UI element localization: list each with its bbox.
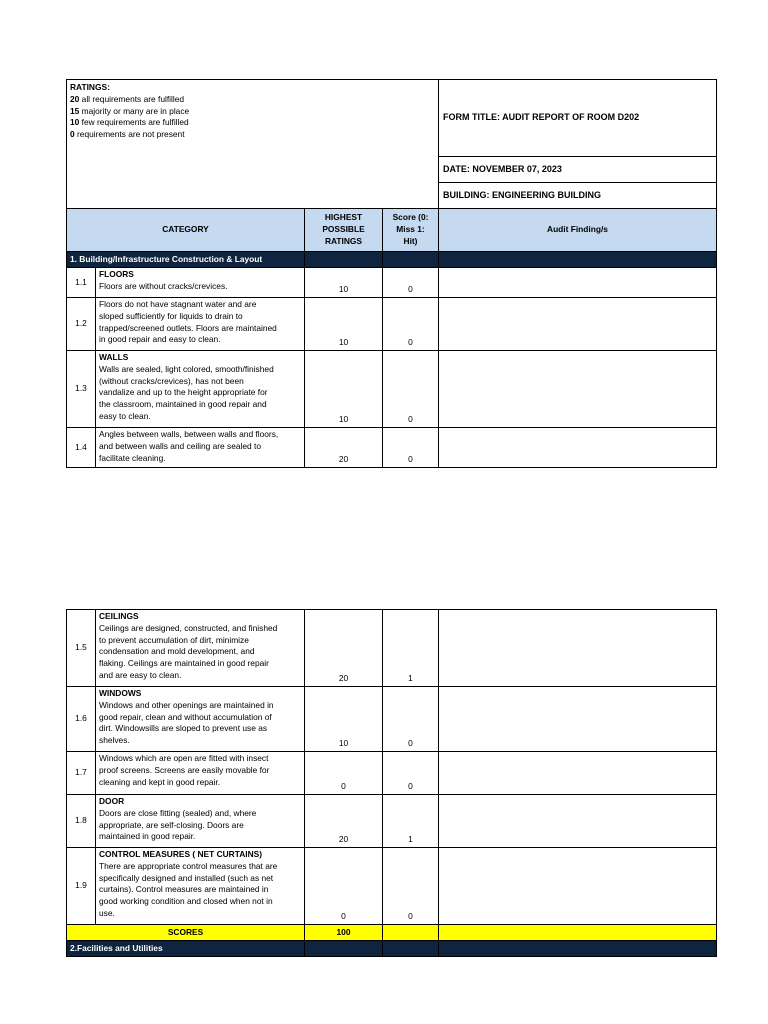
- item-description: Windows which are open are fitted with insect proof screens. Screens are easily movable for cleaning and kept in good repair.: [96, 752, 305, 795]
- item-number: 1.9: [67, 848, 96, 925]
- ratings-title: RATINGS:: [70, 82, 110, 92]
- item-score: 0: [383, 268, 439, 298]
- table-row: [67, 298, 717, 351]
- item-description: WALLS Walls are sealed, light colored, smooth/finished (without cracks/crevices), has not been vandalize and up to the height appropriate for the classroom, maintained in good repair and easy to clean.: [96, 351, 305, 428]
- item-score: 0: [383, 351, 439, 428]
- table-row: [67, 268, 717, 298]
- rating-item: 0 requirements are not present: [70, 129, 185, 140]
- item-finding: [439, 848, 717, 925]
- table-row: [67, 610, 717, 687]
- table-row: [67, 687, 717, 752]
- item-highest-rating: 20: [305, 795, 383, 848]
- form-title: FORM TITLE: AUDIT REPORT OF ROOM D202: [439, 80, 717, 157]
- item-number: 1.7: [67, 752, 96, 795]
- rating-item: 10 few requirements are fulfilled: [70, 117, 189, 128]
- item-highest-rating: 20: [305, 610, 383, 687]
- section-title: 1. Building/Infrastructure Construction & Layout: [67, 252, 305, 268]
- item-finding: [439, 268, 717, 298]
- item-highest-rating: 0: [305, 848, 383, 925]
- header-score: Score (0: Miss 1: Hit): [383, 209, 439, 252]
- item-number: 1.5: [67, 610, 96, 687]
- section-title: 2.Facilities and Utilities: [67, 941, 305, 957]
- item-finding: [439, 795, 717, 848]
- item-score: 0: [383, 428, 439, 468]
- item-score: 1: [383, 795, 439, 848]
- item-highest-rating: 20: [305, 428, 383, 468]
- scores-score: [383, 925, 439, 941]
- item-description: FLOORS Floors are without cracks/crevices.: [96, 268, 305, 298]
- ratings-legend: [67, 80, 439, 209]
- item-number: 1.1: [67, 268, 96, 298]
- rating-item: 15 majority or many are in place: [70, 105, 190, 116]
- table-row: [67, 848, 717, 925]
- item-description: DOOR Doors are close fitting (sealed) and, where appropriate, are self-closing. Doors are maintained in good repair.: [96, 795, 305, 848]
- item-number: 1.2: [67, 298, 96, 351]
- scores-finding: [439, 925, 717, 941]
- table-row: [67, 351, 717, 428]
- audit-table-page-2: [66, 609, 717, 957]
- scores-row: [67, 925, 717, 941]
- table-row: [67, 752, 717, 795]
- audit-table-page-1: [66, 79, 717, 468]
- scores-label: SCORES: [67, 925, 305, 941]
- item-finding: [439, 298, 717, 351]
- item-description: CONTROL MEASURES ( NET CURTAINS) There are appropriate control measures that are specifically designed and installed (such as net curtains). Control measures are maintained in good working condition and closed when not in use.: [96, 848, 305, 925]
- section-header: [67, 252, 717, 268]
- header-category: CATEGORY: [67, 209, 305, 252]
- form-building: BUILDING: ENGINEERING BUILDING: [439, 183, 717, 209]
- header-audit-finding: Audit Finding/s: [439, 209, 717, 252]
- item-finding: [439, 610, 717, 687]
- scores-total: 100: [305, 925, 383, 941]
- rating-item: 20 all requirements are fulfilled: [70, 93, 185, 104]
- table-row: [67, 795, 717, 848]
- item-score: 0: [383, 298, 439, 351]
- item-highest-rating: 10: [305, 351, 383, 428]
- item-highest-rating: 10: [305, 687, 383, 752]
- item-finding: [439, 428, 717, 468]
- item-description: Floors do not have stagnant water and are sloped sufficiently for liquids to drain to trapped/screened outlets. Floors are maintained in good repair and easy to clean.: [96, 298, 305, 351]
- item-score: 0: [383, 752, 439, 795]
- item-finding: [439, 752, 717, 795]
- item-highest-rating: 0: [305, 752, 383, 795]
- header-highest-rating: HIGHEST POSSIBLE RATINGS: [305, 209, 383, 252]
- section-header: [67, 941, 717, 957]
- item-finding: [439, 351, 717, 428]
- column-header-row: [67, 209, 717, 252]
- item-highest-rating: 10: [305, 298, 383, 351]
- item-number: 1.4: [67, 428, 96, 468]
- item-number: 1.3: [67, 351, 96, 428]
- table-row: [67, 428, 717, 468]
- item-description: Angles between walls, between walls and floors, and between walls and ceiling are sealed to facilitate cleaning.: [96, 428, 305, 468]
- item-score: 1: [383, 610, 439, 687]
- form-date: DATE: NOVEMBER 07, 2023: [439, 157, 717, 183]
- item-description: CEILINGS Ceilings are designed, constructed, and finished to prevent accumulation of dirt, minimize condensation and mold development, and flaking. Ceilings are maintained in good repair and are easy to clean.: [96, 610, 305, 687]
- item-number: 1.6: [67, 687, 96, 752]
- item-finding: [439, 687, 717, 752]
- item-highest-rating: 10: [305, 268, 383, 298]
- item-description: WINDOWS Windows and other openings are maintained in good repair, clean and without accumulation of dirt. Windowsills are sloped to prevent use as shelves.: [96, 687, 305, 752]
- item-number: 1.8: [67, 795, 96, 848]
- item-score: 0: [383, 848, 439, 925]
- item-score: 0: [383, 687, 439, 752]
